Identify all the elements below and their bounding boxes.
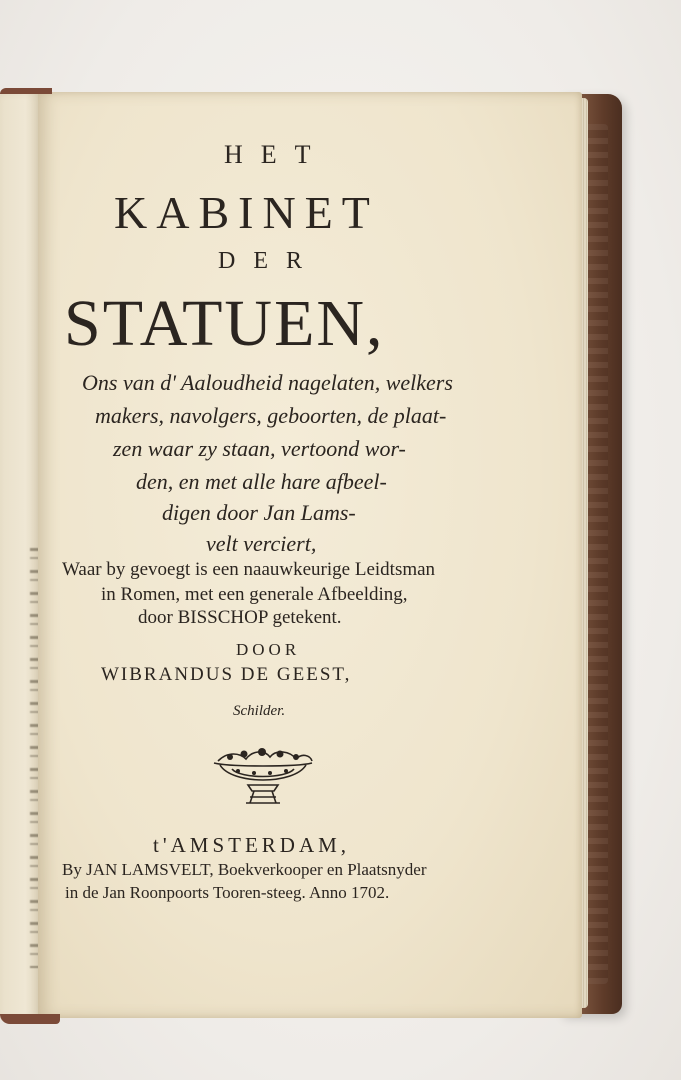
addition-line: Waar by gevoegt is een naauwkeurige Leidtsman <box>62 559 436 580</box>
imprint-line: By JAN LAMSVELT, Boekverkooper en Plaatsnyder <box>62 860 427 879</box>
title-line-statuen: STATUEN, <box>64 287 385 360</box>
by-label: DOOR <box>236 640 301 659</box>
subtitle-line: zen waar zy staan, vertoond wor- <box>113 436 406 461</box>
author-profession: Schilder. <box>233 703 286 719</box>
imprint-place: t'AMSTERDAM, <box>153 833 351 857</box>
subtitle-line: den, en met alle hare afbeel- <box>136 469 387 494</box>
addition-line: door BISSCHOP getekent. <box>138 607 342 628</box>
subtitle-line: velt verciert, <box>206 531 317 556</box>
imprint-line: in de Jan Roonpoorts Tooren-steeg. Anno 1702. <box>65 883 390 902</box>
title-line-kabinet: KABINET <box>114 187 379 238</box>
title-line-het: HET <box>224 140 329 169</box>
title-line-der: DER <box>218 248 320 274</box>
flower-basket-icon <box>210 745 316 809</box>
binding-edge-bottom <box>0 1014 60 1024</box>
subtitle-line: Ons van d' Aaloudheid nagelaten, welkers <box>82 370 453 395</box>
binding-edge-top <box>0 88 52 94</box>
subtitle-line: digen door Jan Lams- <box>162 500 356 525</box>
author-name: WIBRANDUS DE GEEST, <box>101 664 352 685</box>
subtitle-line: makers, navolgers, geboorten, de plaat- <box>95 403 447 428</box>
addition-line: in Romen, met een generale Afbeelding, <box>101 584 408 605</box>
